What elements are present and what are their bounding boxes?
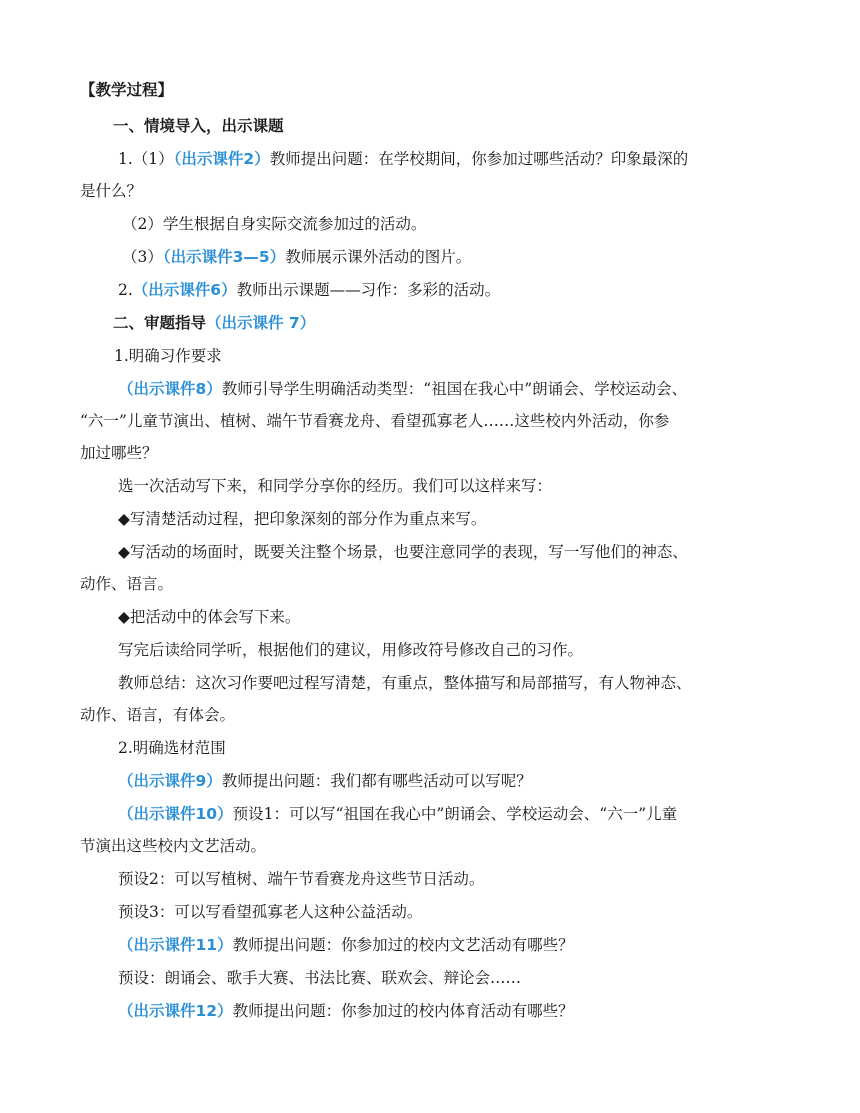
paragraph-6	[0, 379, 860, 399]
bullet-3: ◆把活动中的体会写下来。	[118, 608, 301, 626]
bullet-2: ◆写活动的场面时，既要关注整个场景，也要注意同学的表现，写一写他们的神态、	[118, 543, 688, 561]
paragraph-14	[0, 771, 860, 791]
paragraph-prefix: （3）	[122, 248, 163, 266]
paragraph-text: 教师提出问题：在学校期间，你参加过哪些活动？印象最深的	[269, 150, 689, 168]
paragraph-15	[0, 804, 860, 824]
courseware-tag: （出示课件8）	[118, 380, 222, 398]
paragraph-1-cont: 是什么？	[80, 182, 143, 200]
paragraph-prefix: 1.（1）	[118, 150, 174, 168]
section-title: 【教学过程】	[80, 81, 174, 99]
courseware-tag: （出示课件12）	[118, 1002, 233, 1020]
bullet-2-cont: 动作、语言。	[80, 575, 174, 593]
subheading-1: 1.明确习作要求	[114, 347, 222, 365]
paragraph-16: 预设2：可以写植树、端午节看赛龙舟这些节日活动。	[118, 870, 485, 888]
paragraph-3	[0, 247, 860, 267]
courseware-tag: （出示课件9）	[118, 772, 222, 790]
paragraph-11: 写完后读给同学听，根据他们的建议，用修改符号修改自己的习作。	[118, 641, 584, 659]
paragraph-text: 教师提出问题：我们都有哪些活动可以写呢？	[221, 772, 532, 790]
paragraph-text: 教师展示课外活动的图片。	[285, 248, 472, 266]
paragraph-12: 教师总结：这次习作要吧过程写清楚，有重点，整体描写和局部描写，有人物神态、	[118, 674, 692, 692]
paragraph-17: 预设3：可以写看望孤寡老人这种公益活动。	[118, 903, 423, 921]
courseware-tag: （出示课件 7）	[206, 314, 316, 332]
bullet-1: ◆写清楚活动过程，把印象深刻的部分作为重点来写。	[118, 510, 487, 528]
paragraph-20	[0, 1001, 860, 1021]
courseware-tag: （出示课件10）	[118, 805, 233, 823]
paragraph-2: （2）学生根据自身实际交流参加过的活动。	[122, 215, 427, 233]
courseware-tag: （出示课件3—5）	[162, 248, 286, 266]
paragraph-text: 教师提出问题：你参加过的校内文艺活动有哪些？	[232, 936, 574, 954]
paragraph-text: 教师提出问题：你参加过的校内体育活动有哪些？	[232, 1002, 574, 1020]
paragraph-6-line3: 加过哪些？	[80, 444, 158, 462]
paragraph-text: 预设1：可以写“祖国在我心中”朗诵会、学校运动会、“六一”儿童	[232, 805, 678, 823]
courseware-tag: （出示课件6）	[132, 281, 237, 299]
paragraph-4	[0, 280, 860, 300]
paragraph-7: 选一次活动写下来，和同学分享你的经历。我们可以这样来写：	[118, 477, 553, 495]
heading-text: 二、审题指导	[113, 314, 207, 332]
paragraph-18	[0, 935, 860, 955]
paragraph-15-cont: 节演出这些校内文艺活动。	[80, 837, 267, 855]
heading-2	[0, 313, 860, 333]
paragraph-19: 预设：朗诵会、歌手大赛、书法比赛、联欢会、辩论会……	[118, 969, 522, 987]
courseware-tag: （出示课件11）	[118, 936, 233, 954]
paragraph-text: 教师引导学生明确活动类型：“祖国在我心中”朗诵会、学校运动会、	[221, 380, 688, 398]
paragraph-text: 教师出示课题——习作：多彩的活动。	[236, 281, 501, 299]
courseware-tag: （出示课件2）	[173, 150, 270, 168]
paragraph-6-line2: “六一”儿童节演出、植树、端午节看赛龙舟、看望孤寡老人……这些校内外活动，你参	[80, 412, 670, 430]
paragraph-prefix: 2.	[118, 281, 133, 299]
subheading-2: 2.明确选材范围	[118, 739, 226, 757]
heading-1: 一、情境导入，出示课题	[113, 117, 284, 135]
paragraph-12-cont: 动作、语言，有体会。	[80, 706, 236, 724]
paragraph-1	[0, 149, 860, 169]
